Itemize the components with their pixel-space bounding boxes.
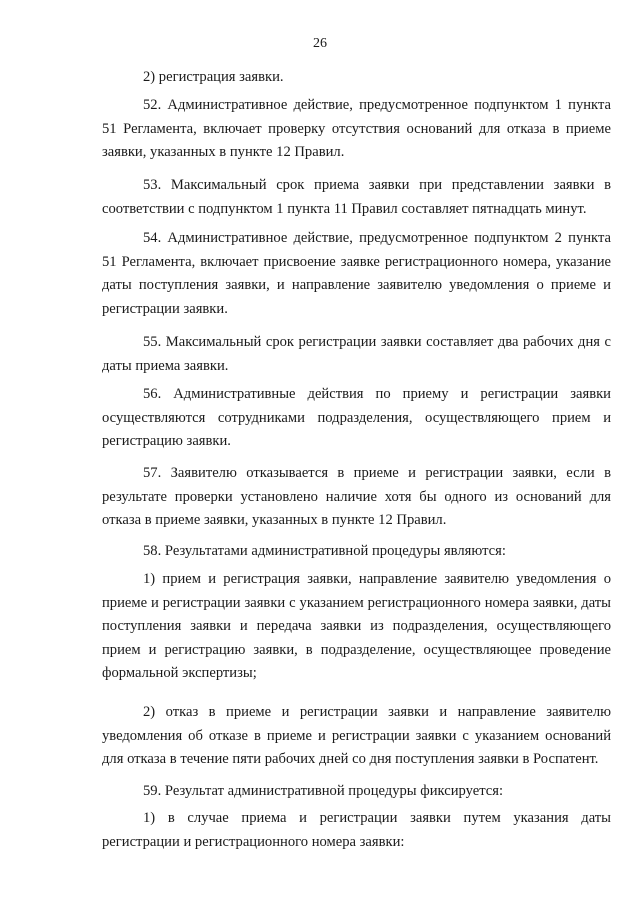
- paragraph-59: 59. Результат административной процедуры фиксируется:: [143, 783, 504, 799]
- paragraph-58-item-2: 2) отказ в приеме и регистрации заявки и направление заявителю уведомления об отказе в приеме и регистрации заявки с указанием оснований для отказа в течение пяти рабочих дней со дня поступления заявки в Роспатент.: [102, 704, 611, 768]
- paragraph-55: 55. Максимальный срок регистрации заявки составляет два рабочих дня с даты приема заявки.: [102, 334, 611, 374]
- paragraph-58: 58. Результатами административной процедуры являются:: [143, 543, 506, 559]
- paragraph-57: 57. Заявителю отказывается в приеме и регистрации заявки, если в результате проверки установлено наличие хотя бы одного из оснований для отказа в приеме заявки, указанных в пункте 12 Правил.: [102, 465, 611, 529]
- page-number: 26: [313, 36, 327, 51]
- paragraph-53: 53. Максимальный срок приема заявки при представлении заявки в соответствии с подпунктом 1 пункта 11 Правил составляет пятнадцать минут.: [102, 177, 611, 217]
- paragraph-59-item-1: 1) в случае приема и регистрации заявки путем указания даты регистрации и регистрационного номера заявки:: [102, 810, 611, 850]
- paragraph-52: 52. Административное действие, предусмотренное подпунктом 1 пункта 51 Регламента, включает проверку отсутствия оснований для отказа в приеме заявки, указанных в пункте 12 Правил.: [102, 97, 611, 161]
- paragraph-56: 56. Административные действия по приему и регистрации заявки осуществляются сотрудниками подразделения, осуществляющего прием и регистрацию заявки.: [102, 386, 611, 450]
- paragraph-54: 54. Административное действие, предусмотренное подпунктом 2 пункта 51 Регламента, включает присвоение заявке регистрационного номера, указание даты поступления заявки, и направление заявителю уведомления о приеме и регистрации заявки.: [102, 230, 611, 317]
- paragraph-registration: 2) регистрация заявки.: [143, 69, 284, 85]
- paragraph-58-item-1: 1) прием и регистрация заявки, направление заявителю уведомления о приеме и регистрации заявки с указанием регистрационного номера заявки, даты поступления заявки и передача заявки из подразделения, осуществляющего прием и регистрацию заявки, в подразделение, осуществляющее проведение формальной экспертизы;: [102, 571, 611, 682]
